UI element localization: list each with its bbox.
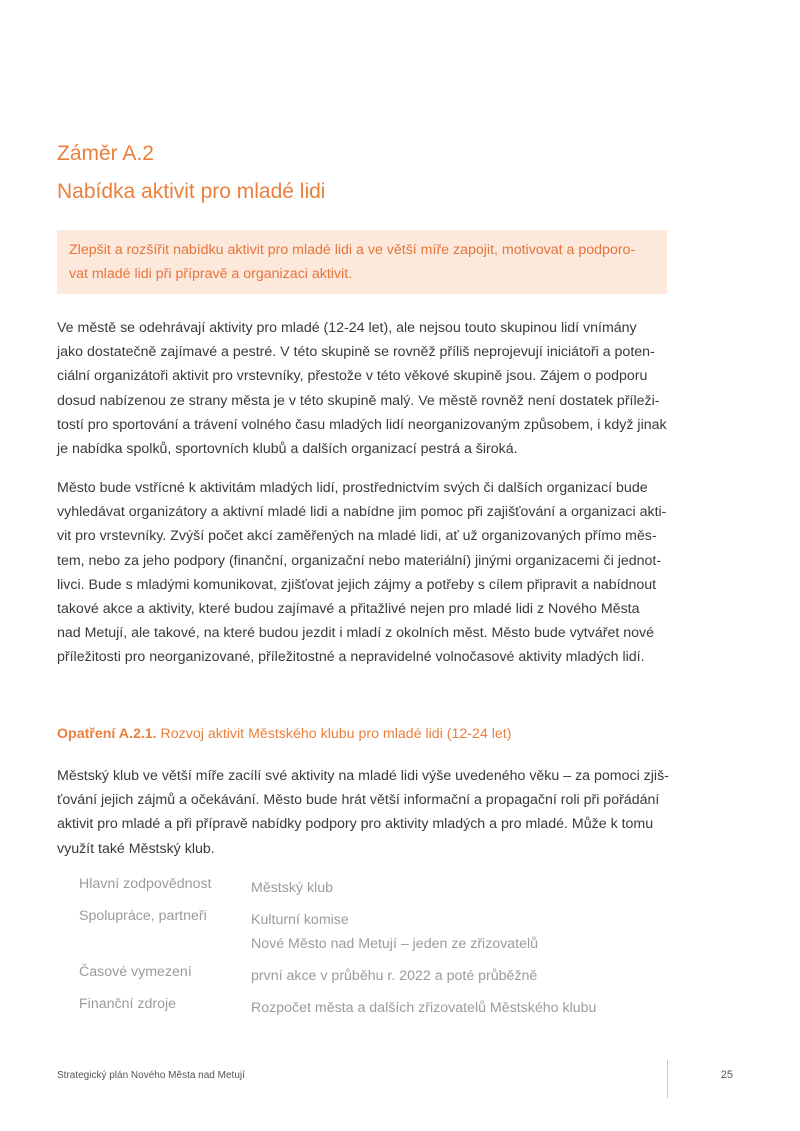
paragraph-line: takové akce a aktivity, které budou zajímavé a přitažlivé nejen pro mladé lidi z Nového Města	[57, 601, 640, 618]
info-label: Časové vymezení	[79, 964, 192, 980]
info-value: Nové Město nad Metují – jeden ze zřizovatelů	[251, 936, 539, 952]
section-title: Nabídka aktivit pro mladé lidi	[57, 180, 326, 203]
info-label: Finanční zdroje	[79, 996, 176, 1012]
plan-paragraph	[57, 476, 677, 670]
info-label: Hlavní zodpovědnost	[79, 876, 212, 892]
paragraph-line: příležitosti pro neorganizované, příležitostné a nepravidelné volnočasové aktivity mladých lidí.	[57, 649, 645, 666]
paragraph-line: nad Metují, ale takové, na které budou jezdit i mladí z okolních měst. Město bude vytvářet nové	[57, 625, 654, 642]
paragraph-line: Městský klub ve větší míře zacílí své aktivity na mladé lidi výše uvedeného věku – za pomoci zjiš-	[57, 768, 669, 784]
info-label: Spolupráce, partneři	[79, 908, 207, 924]
paragraph-line: dosud nabízenou ze strany města je v této skupině malý. Ve městě rovněž není dostatek příleži-	[57, 392, 660, 409]
info-value: první akce v průběhu r. 2022 a poté průběžně	[251, 968, 538, 984]
paragraph-line: vyhledávat organizátory a aktivní mladé lidi a nabídne jim pomoc při zajišťování a organizaci akti-	[57, 504, 667, 521]
paragraph-line: jako dostatečně zajímavé a pestré. V této skupině se rovněž příliš neprojevují iniciátoři a poten-	[57, 344, 655, 361]
paragraph-line: je nabídka spolků, sportovních klubů a dalších organizací pestrá a široká.	[57, 441, 518, 458]
measure-code: Opatření A.2.1.	[57, 726, 157, 742]
paragraph-line: Město bude vstřícné k aktivitám mladých lidí, prostřednictvím svých či dalších organizací bude	[57, 480, 648, 496]
paragraph-line: tostí pro sportování a trávení volného času mladých lidí neorganizovaným způsobem, i když jinak	[57, 416, 667, 433]
info-value: Kulturní komise	[251, 912, 349, 928]
footer-divider	[667, 1060, 668, 1098]
paragraph-line: aktivit pro mladé a při přípravě nabídky podpory pro aktivity mladých a pro mladé. Může k tomu	[57, 816, 654, 833]
measure-paragraph	[57, 764, 677, 861]
paragraph-line: livci. Bude s mladými komunikovat, zjišťovat jejich zájmy a potřeby s cílem připravit a nabídnout	[57, 576, 657, 593]
info-value: Městský klub	[251, 880, 333, 896]
paragraph-line: tem, nebo za jeho podpory (finanční, organizační nebo materiální) jinými organizacemi či jednot-	[57, 552, 662, 569]
measure-heading	[57, 726, 511, 742]
info-value: Rozpočet města a dalších zřizovatelů Městského klubu	[251, 1000, 597, 1016]
goal-statement-box	[57, 230, 667, 294]
page-number: 25	[720, 1069, 733, 1081]
paragraph-line: ťování jejich zájmů a očekávání. Město bude hrát větší informační a propagační roli při pořádání	[57, 792, 660, 809]
measure-title: Rozvoj aktivit Městského klubu pro mladé lidi (12-24 let)	[156, 726, 512, 742]
paragraph-line: ciální organizátoři aktivit pro vrstevníky, přestože v této věkové skupině jsou. Zájem o podporu	[57, 368, 648, 385]
paragraph-line: vit pro vrstevníky. Zvýší počet akcí zaměřených na mladé lidi, ať už organizovaných přímo měs-	[57, 528, 657, 545]
info-row-responsibility	[79, 876, 679, 908]
measure-info-table	[79, 876, 679, 1028]
info-row-timing	[79, 964, 679, 996]
section-code: Záměr A.2	[57, 142, 154, 165]
intro-paragraph	[57, 316, 677, 461]
paragraph-line: využít také Městský klub.	[57, 840, 215, 857]
paragraph-line: Ve městě se odehrávají aktivity pro mladé (12-24 let), ale nejsou touto skupinou lidí vnímány	[57, 320, 637, 336]
footer-document-title: Strategický plán Nového Města nad Metují	[57, 1070, 245, 1081]
info-row-funding	[79, 996, 679, 1028]
goal-line: Zlepšit a rozšířit nabídku aktivit pro mladé lidi a ve větší míře zapojit, motivovat a podporo-	[69, 242, 636, 258]
info-row-partners	[79, 908, 679, 964]
goal-line: vat mladé lidi při přípravě a organizaci aktivit.	[69, 266, 353, 282]
